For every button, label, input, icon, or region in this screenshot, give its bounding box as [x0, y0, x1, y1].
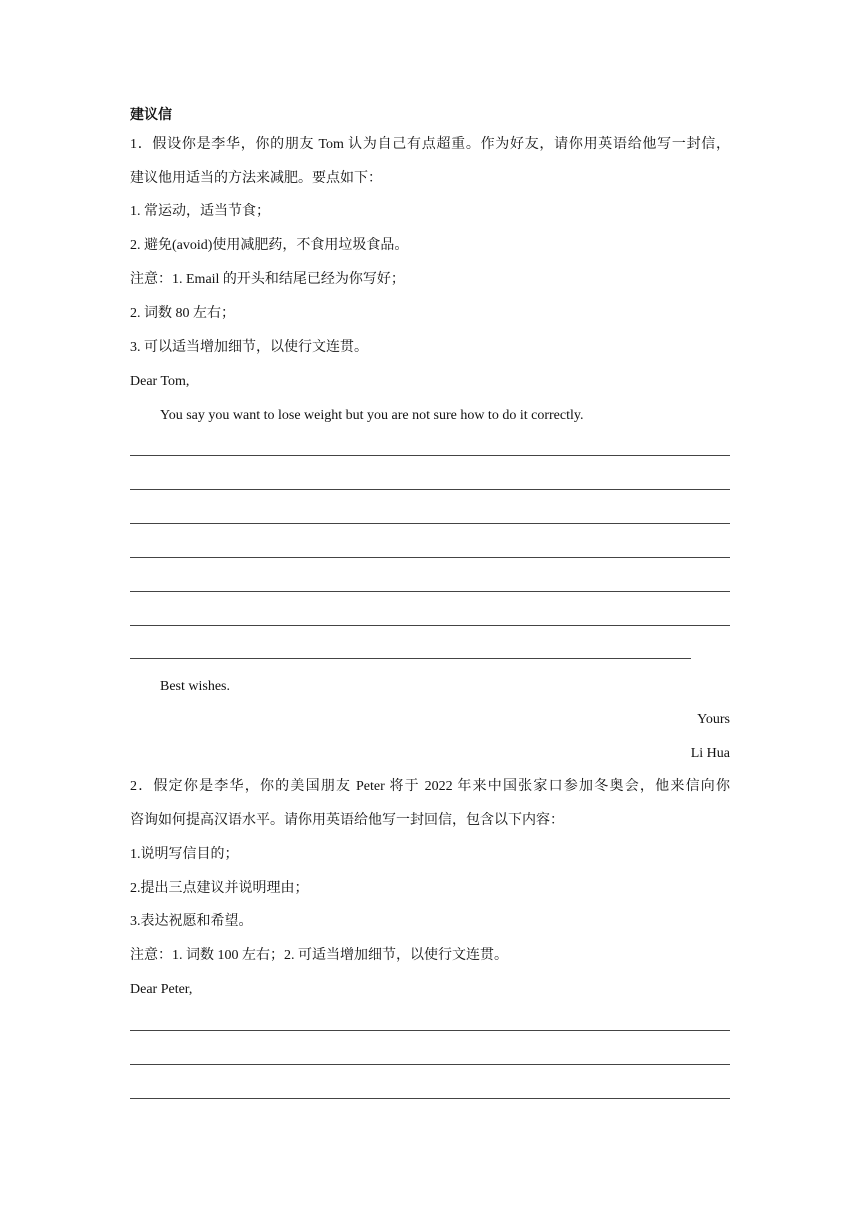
q1-answer-line-7[interactable] [130, 658, 691, 659]
q1-signature: Li Hua [690, 746, 730, 761]
section-title: 建议信 [130, 108, 172, 123]
q1-opening-sentence: You say you want to lose weight but you are not sure how to do it correctly. [160, 408, 584, 423]
q1-prompt-line1: 1．假设你是李华，你的朋友 Tom 认为自己有点超重。作为好友，请你用英语给他写一封信， [130, 137, 730, 152]
q2-answer-line-1[interactable] [130, 1030, 730, 1031]
q1-closing: Best wishes. [160, 679, 230, 694]
q1-answer-line-4[interactable] [130, 557, 730, 558]
q1-answer-line-6[interactable] [130, 625, 730, 626]
q2-point-3: 3.表达祝愿和希望。 [130, 914, 253, 929]
q2-answer-line-3[interactable] [130, 1098, 730, 1099]
q1-note-3: 3. 可以适当增加细节，以使行文连贯。 [130, 340, 368, 355]
q2-prompt-line1: 2．假定你是李华，你的美国朋友 Peter 将于 2022 年来中国张家口参加冬奥会，他来信向你 [130, 779, 730, 794]
q2-point-1: 1.说明写信目的； [130, 847, 239, 862]
q1-point-1: 1. 常运动，适当节食； [130, 204, 270, 219]
q1-answer-line-3[interactable] [130, 523, 730, 524]
q1-note-1: 注意：1. Email 的开头和结尾已经为你写好； [130, 272, 405, 287]
q1-salutation: Dear Tom, [130, 374, 190, 389]
q2-salutation: Dear Peter, [130, 982, 193, 997]
q2-note: 注意：1. 词数 100 左右；2. 可适当增加细节，以使行文连贯。 [130, 948, 508, 963]
q1-answer-line-2[interactable] [130, 489, 730, 490]
q2-prompt-line2: 咨询如何提高汉语水平。请你用英语给他写一封回信，包含以下内容： [130, 813, 564, 828]
q2-answer-line-2[interactable] [130, 1064, 730, 1065]
q1-note-2: 2. 词数 80 左右； [130, 306, 235, 321]
q1-point-2: 2. 避免(avoid)使用减肥药，不食用垃圾食品。 [130, 238, 409, 253]
q1-answer-line-5[interactable] [130, 591, 730, 592]
q1-signoff: Yours [697, 712, 730, 727]
q1-answer-line-1[interactable] [130, 455, 730, 456]
q2-point-2: 2.提出三点建议并说明理由； [130, 881, 309, 896]
q1-prompt-line2: 建议他用适当的方法来减肥。要点如下： [130, 171, 382, 186]
